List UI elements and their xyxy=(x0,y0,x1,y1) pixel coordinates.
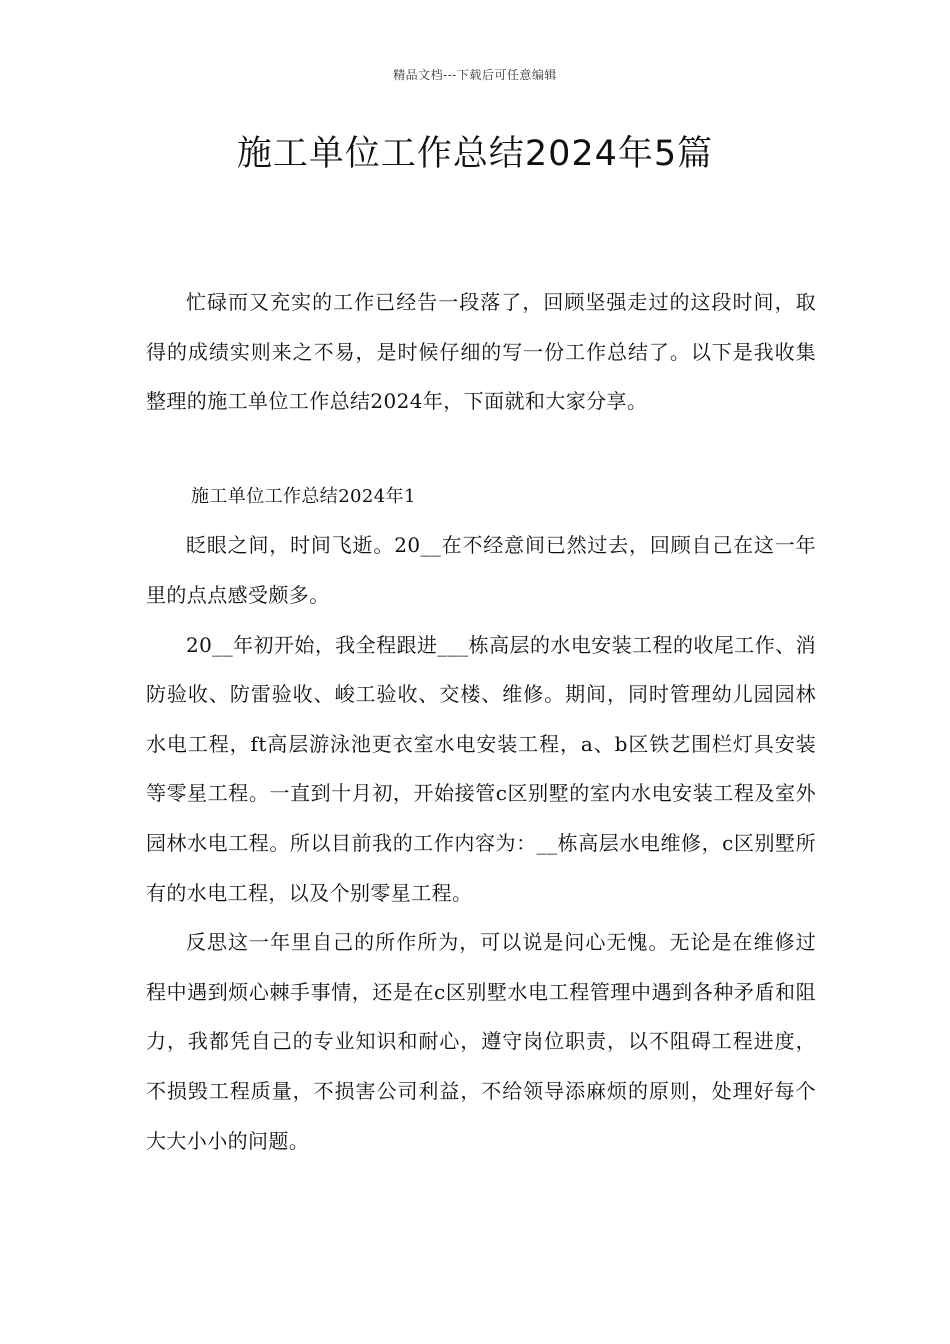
document-title: 施工单位工作总结2024年5篇 xyxy=(236,134,714,174)
body-paragraph-1: 眨眼之间，时间飞逝。20__在不经意间已然过去，回顾自己在这一年里的点点感受颇多。 xyxy=(146,533,816,607)
document-body xyxy=(146,278,816,1166)
intro-paragraph: 忙碌而又充实的工作已经告一段落了，回顾坚强走过的这段时间，取得的成绩实则来之不易，是时候仔细的写一份工作总结了。以下是我收集整理的施工单位工作总结2024年，下面就和大家分享。 xyxy=(146,290,816,414)
section-heading: 施工单位工作总结2024年1 xyxy=(191,485,416,507)
body-paragraph-3: 反思这一年里自己的所作所为，可以说是问心无愧。无论是在维修过程中遇到烦心棘手事情，还是在c区别墅水电工程管理中遇到各种矛盾和阻力，我都凭自己的专业知识和耐心，遵守岗位职责，以不阻碍工程进度，不损毁工程质量，不损害公司利益，不给领导添麻烦的原则，处理好每个大大小小的问题。 xyxy=(146,930,816,1153)
body-paragraph-2: 20__年初开始，我全程跟进___栋高层的水电安装工程的收尾工作、消防验收、防雷验收、峻工验收、交楼、维修。期间，同时管理幼儿园园林水电工程，ft高层游泳池更衣室水电安装工程，a、b区铁艺围栏灯具安装等零星工程。一直到十月初，开始接管c区别墅的室内水电安装工程及室外园林水电工程。所以目前我的工作内容为：__栋高层水电维修，c区别墅所有的水电工程，以及个别零星工程。 xyxy=(146,632,816,905)
header-note: 精品文档---下载后可任意编辑 xyxy=(393,68,557,82)
